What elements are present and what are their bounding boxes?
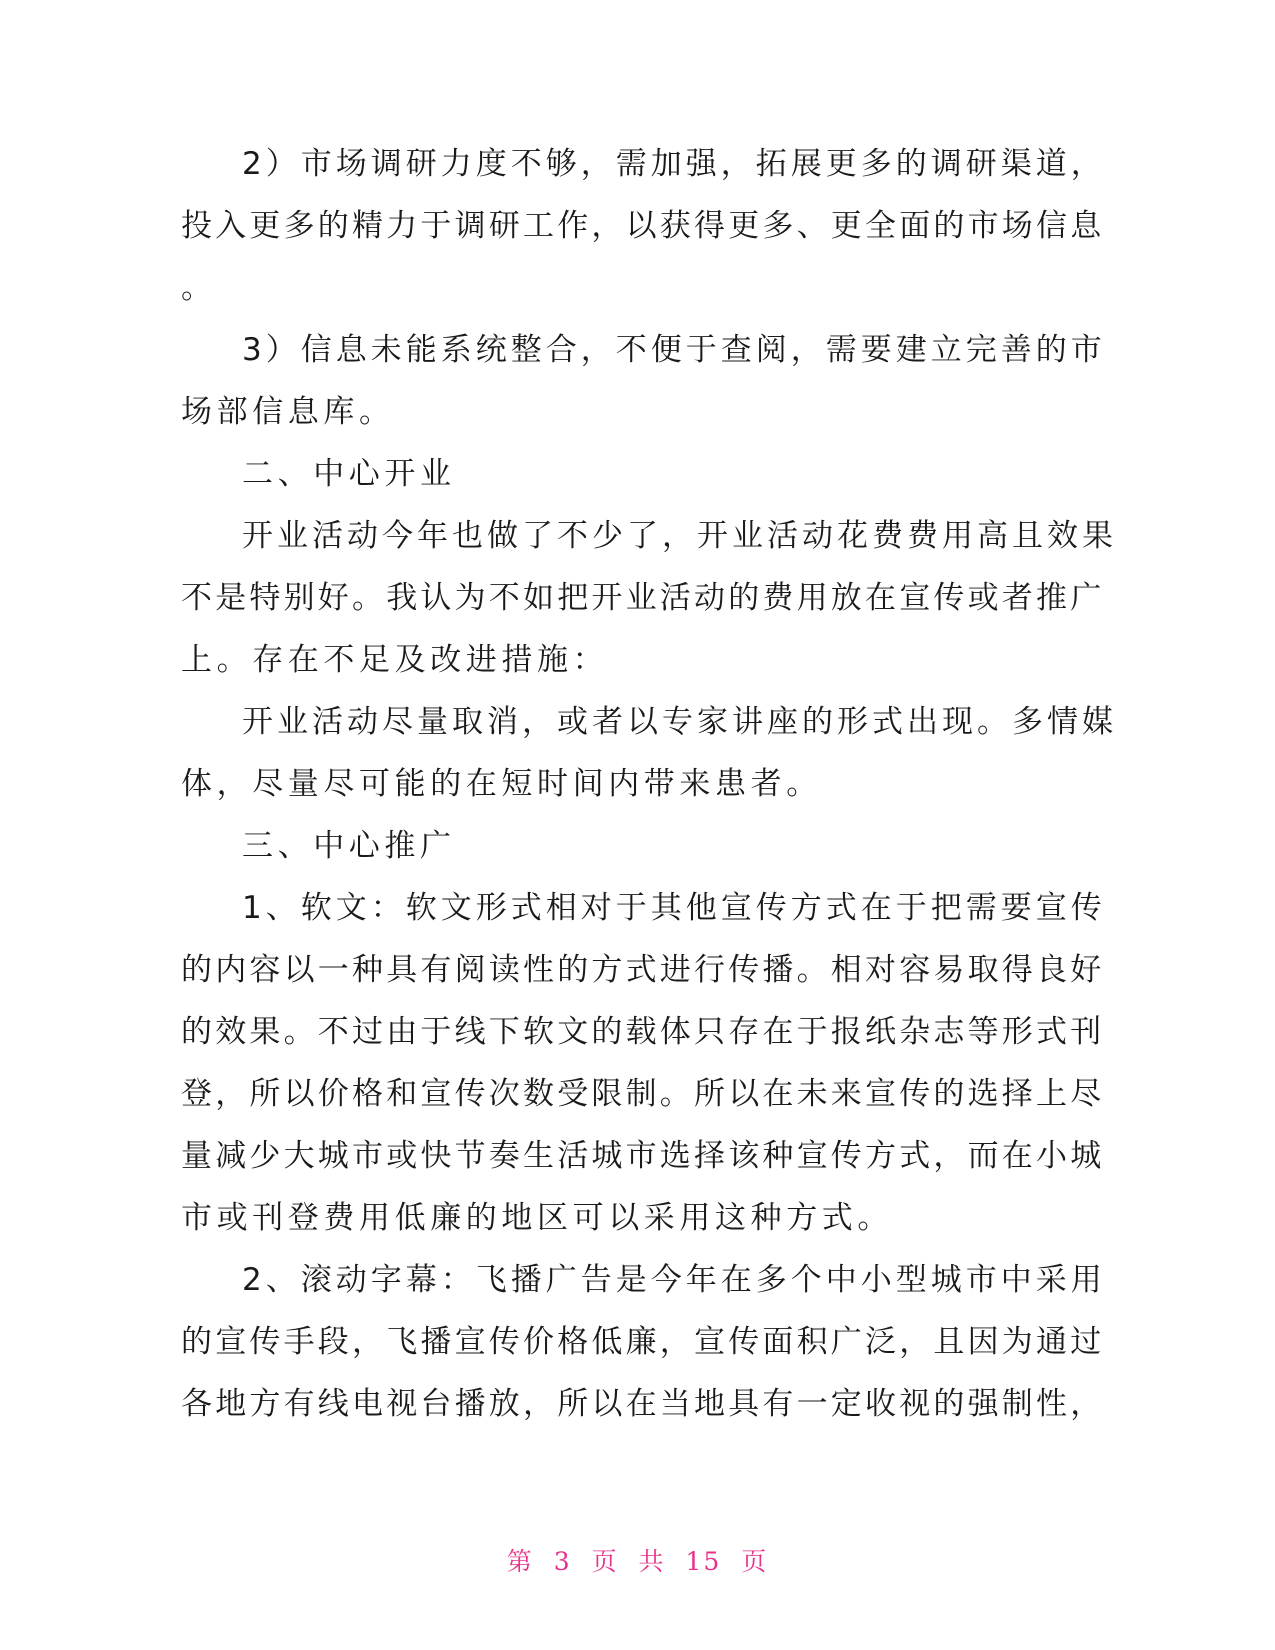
paragraph-line: 各地方有线电视台播放，所以在当地具有一定收视的强制性， xyxy=(181,1386,1105,1422)
paragraph-line: 不是特别好。我认为不如把开业活动的费用放在宣传或者推广 xyxy=(181,580,1105,616)
paragraph-line: 。 xyxy=(181,270,217,306)
paragraph-line: 场部信息库。 xyxy=(181,394,395,430)
paragraph-line: 登，所以价格和宣传次数受限制。所以在未来宣传的选择上尽 xyxy=(181,1076,1105,1112)
paragraph-line: 量减少大城市或快节奏生活城市选择该种宣传方式，而在小城 xyxy=(181,1138,1105,1174)
paragraph-line: 2、滚动字幕：飞播广告是今年在多个中小型城市中采用 xyxy=(242,1262,1106,1298)
paragraph-line: 的效果。不过由于线下软文的载体只存在于报纸杂志等形式刊 xyxy=(181,1014,1105,1050)
page-number-footer: 第 3 页 共 15 页 xyxy=(506,1547,769,1576)
paragraph-line: 开业活动尽量取消，或者以专家讲座的形式出现。多情媒 xyxy=(242,704,1117,740)
paragraph-line: 市或刊登费用低廉的地区可以采用这种方式。 xyxy=(181,1200,893,1236)
paragraph-line: 的宣传手段，飞播宣传价格低廉，宣传面积广泛，且因为通过 xyxy=(181,1324,1105,1360)
section-heading: 三、中心推广 xyxy=(242,828,456,864)
paragraph-line: 的内容以一种具有阅读性的方式进行传播。相对容易取得良好 xyxy=(181,952,1105,988)
document-body xyxy=(181,133,1117,1435)
paragraph-line: 1、软文：软文形式相对于其他宣传方式在于把需要宣传 xyxy=(242,890,1106,926)
paragraph-line: 体，尽量尽可能的在短时间内带来患者。 xyxy=(181,766,822,802)
paragraph-line: 3）信息未能系统整合，不便于查阅，需要建立完善的市 xyxy=(242,332,1106,368)
section-heading: 二、中心开业 xyxy=(242,456,456,492)
paragraph-line: 投入更多的精力于调研工作，以获得更多、更全面的市场信息 xyxy=(181,208,1105,244)
paragraph-line: 2）市场调研力度不够，需加强，拓展更多的调研渠道， xyxy=(242,146,1106,182)
paragraph-line: 开业活动今年也做了不少了，开业活动花费费用高且效果 xyxy=(242,518,1117,554)
paragraph-line: 上。存在不足及改进措施： xyxy=(181,642,609,678)
